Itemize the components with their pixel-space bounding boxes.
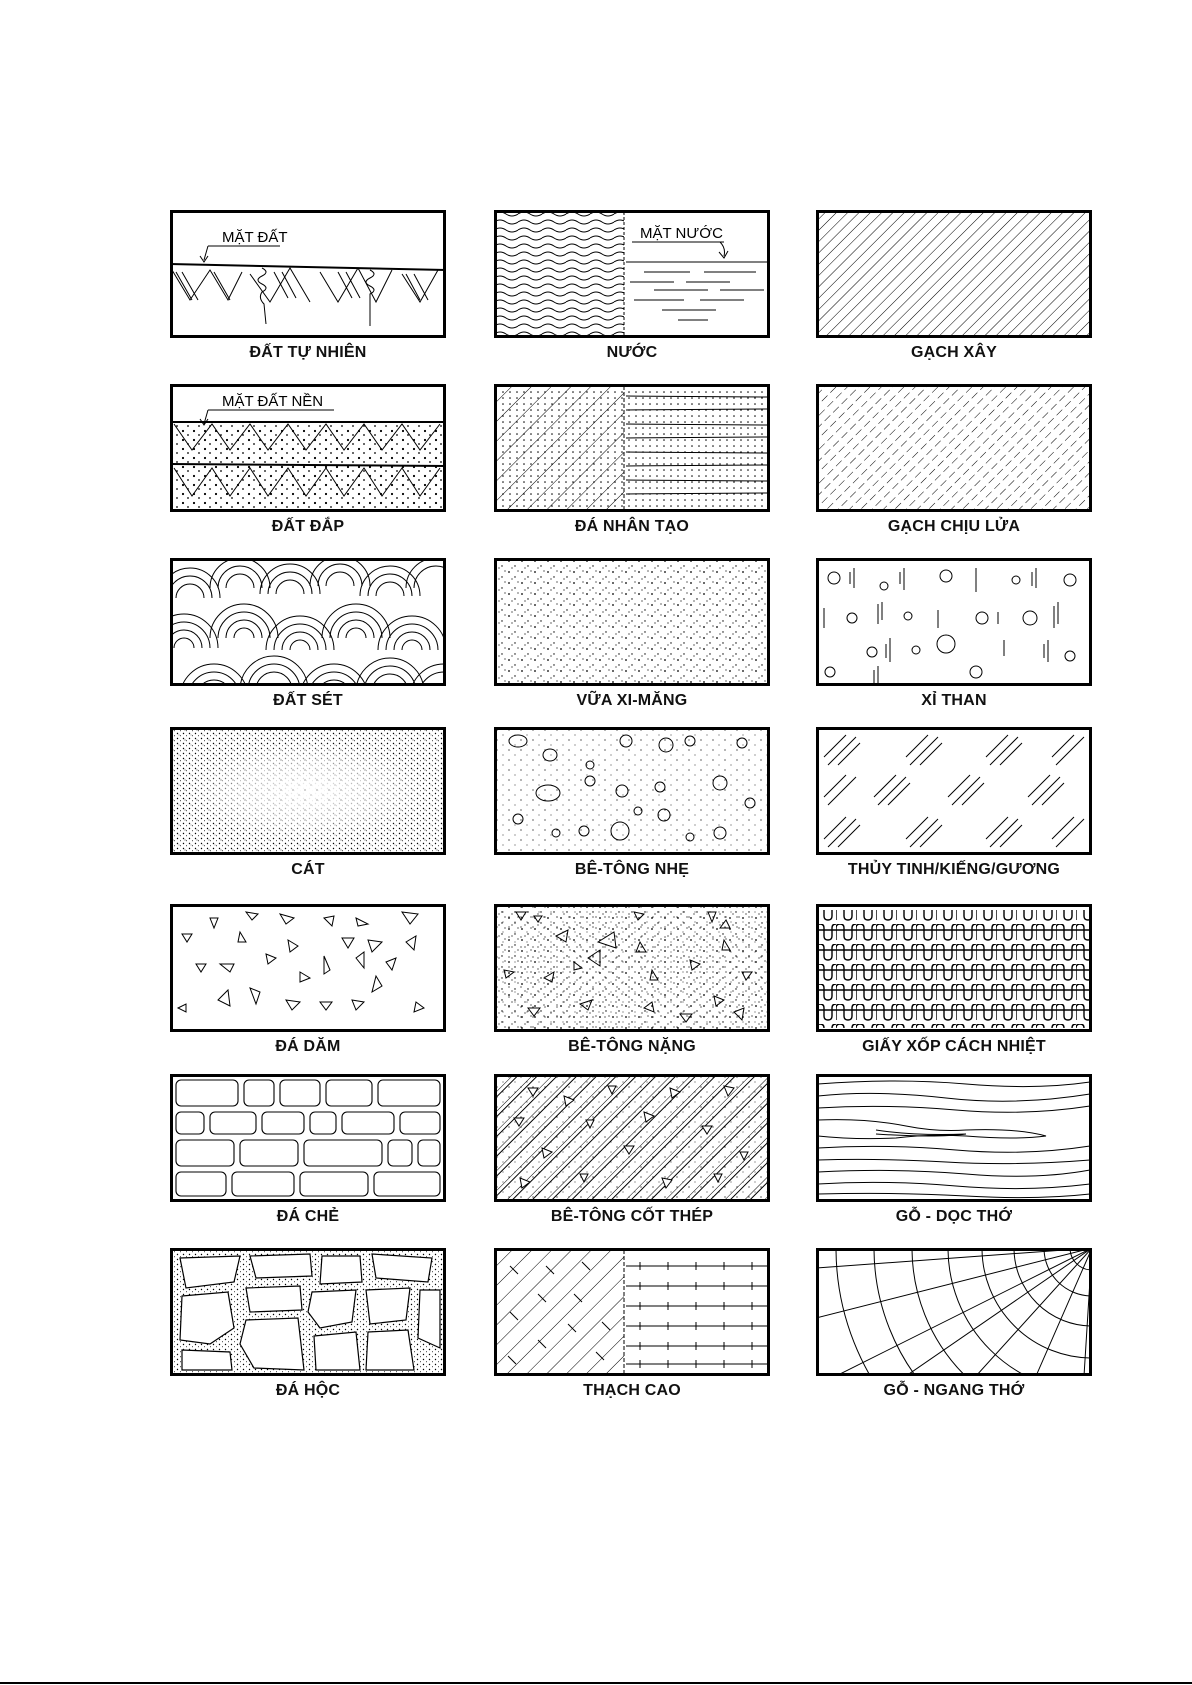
label-go-ngang-tho: GỖ - NGANG THỚ [883, 1382, 1025, 1399]
cell-thach-cao [492, 1248, 772, 1408]
label-da-hoc: ĐÁ HỘC [275, 1382, 341, 1399]
label-be-tong-nang: BÊ-TÔNG NẶNG [568, 1038, 696, 1055]
annotation-nuoc: MẶT NƯỚC [640, 225, 723, 242]
label-xi-than: XỈ THAN [921, 692, 987, 709]
label-be-tong-cot-thep: BÊ-TÔNG CỐT THÉP [550, 1208, 714, 1225]
label-thach-cao: THẠCH CAO [583, 1382, 681, 1399]
cell-da-nhan-tao [492, 384, 772, 544]
cell-xi-than [814, 558, 1094, 718]
hatch-go-doc-tho [816, 1074, 1092, 1202]
label-thuy-tinh: THỦY TINH/KIẾNG/GƯƠNG [847, 861, 1061, 878]
label-dat-dap: ĐẤT ĐẮP [271, 518, 345, 535]
label-vua-xi-mang: VỮA XI-MĂNG [576, 692, 688, 709]
cell-thuy-tinh [814, 727, 1094, 887]
cell-gach-chiu-lua [814, 384, 1094, 544]
hatch-be-tong-nhe [494, 727, 770, 855]
hatch-gach-chiu-lua [816, 384, 1092, 512]
hatch-da-dam [170, 904, 446, 1032]
cell-da-hoc [168, 1248, 448, 1408]
cell-be-tong-cot-thep [492, 1074, 772, 1234]
cell-gach-xay [814, 210, 1094, 370]
label-dat-set: ĐẤT SÉT [273, 692, 343, 709]
cell-dat-tu-nhien [168, 210, 448, 370]
cell-vua-xi-mang [492, 558, 772, 718]
hatch-da-che [170, 1074, 446, 1202]
cell-go-doc-tho [814, 1074, 1094, 1234]
cell-dat-dap [168, 384, 448, 544]
label-da-che: ĐÁ CHẺ [276, 1208, 340, 1225]
label-cat: CÁT [291, 861, 325, 878]
label-giay-xop: GIẤY XỐP CÁCH NHIỆT [862, 1038, 1046, 1055]
label-da-dam: ĐÁ DĂM [275, 1038, 341, 1055]
hatch-thach-cao [494, 1248, 770, 1376]
cell-be-tong-nang [492, 904, 772, 1064]
annotation-dat-dap: MẶT ĐẤT NỀN [222, 393, 324, 410]
hatch-da-nhan-tao [494, 384, 770, 512]
label-dat-tu-nhien: ĐẤT TỰ NHIÊN [249, 344, 367, 361]
hatch-be-tong-nang [494, 904, 770, 1032]
hatch-vua-xi-mang [494, 558, 770, 686]
hatch-dat-set [170, 558, 446, 686]
hatch-giay-xop [816, 904, 1092, 1032]
annotation-dat-tu-nhien: MẶT ĐẤT [222, 229, 288, 246]
page-bottom-border [0, 1682, 1192, 1684]
cell-nuoc [492, 210, 772, 370]
cell-cat [168, 727, 448, 887]
cell-da-che [168, 1074, 448, 1234]
cell-go-ngang-tho [814, 1248, 1094, 1408]
hatch-da-hoc [170, 1248, 446, 1376]
cell-da-dam [168, 904, 448, 1064]
hatch-dat-dap [170, 384, 446, 512]
hatch-go-ngang-tho [816, 1248, 1092, 1376]
label-da-nhan-tao: ĐÁ NHÂN TẠO [574, 518, 690, 535]
hatch-xi-than [816, 558, 1092, 686]
cell-giay-xop [814, 904, 1094, 1064]
label-nuoc: NƯỚC [606, 344, 658, 361]
label-gach-xay: GẠCH XÂY [910, 344, 998, 361]
hatch-thuy-tinh [816, 727, 1092, 855]
label-gach-chiu-lua: GẠCH CHỊU LỬA [887, 518, 1021, 535]
hatch-cat [170, 727, 446, 855]
label-go-doc-tho: GỖ - DỌC THỚ [895, 1208, 1013, 1225]
hatch-nuoc [494, 210, 770, 338]
hatch-dat-tu-nhien [170, 210, 446, 338]
hatch-be-tong-cot-thep [494, 1074, 770, 1202]
cell-dat-set [168, 558, 448, 718]
hatch-gach-xay [816, 210, 1092, 338]
label-be-tong-nhe: BÊ-TÔNG NHẸ [574, 861, 690, 878]
cell-be-tong-nhe [492, 727, 772, 887]
